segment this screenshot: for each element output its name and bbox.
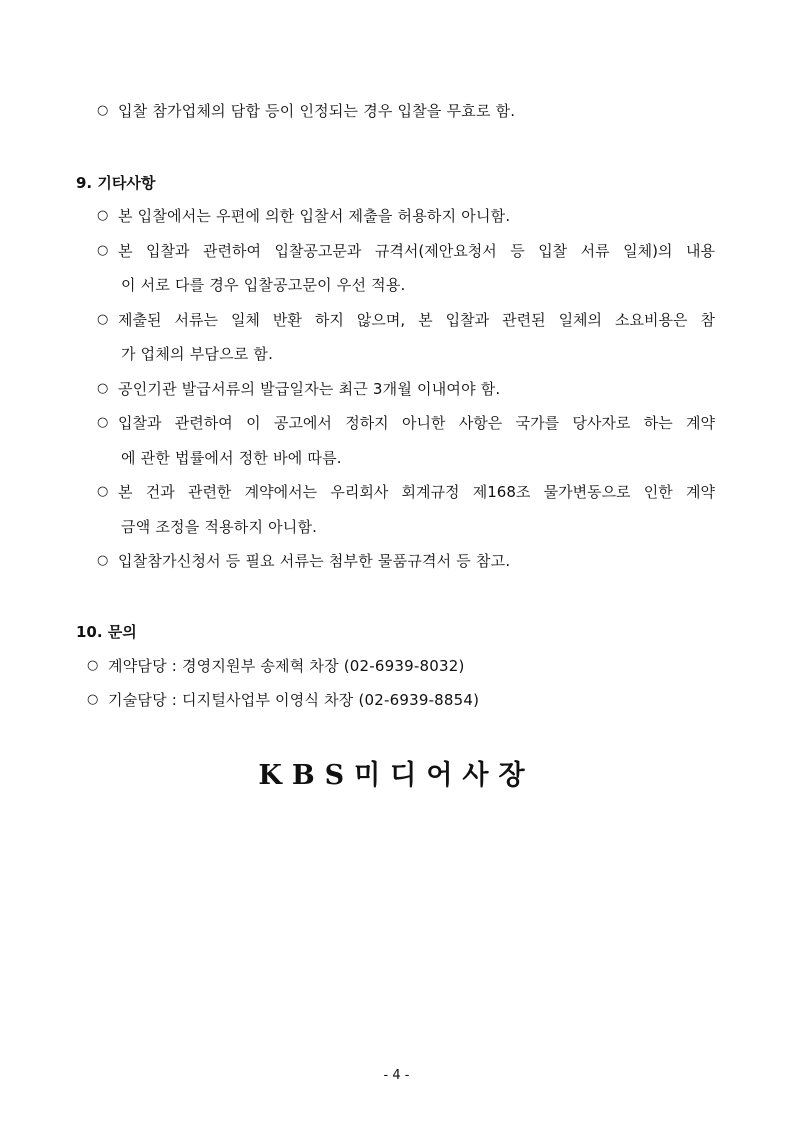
organization-signature: KBS미디어사장 [258, 760, 535, 791]
bullet-icon: ○ [97, 243, 109, 258]
technical-contact: 기술담당 : 디지털사업부 이영식 차장 (02-6939-8854) [108, 691, 480, 709]
list-item-line: 금액 조정을 적용하지 아니함. [121, 518, 318, 536]
bullet-icon: ○ [97, 553, 109, 568]
list-item-line: 본 건과 관련한 계약에서는 우리회사 회계규정 제168조 물가변동으로 인한 계약 [118, 483, 715, 501]
bid-invalid-clause: 입찰 참가업체의 담합 등이 인정되는 경우 입찰을 무효로 함. [118, 102, 516, 120]
bullet-icon: ○ [97, 381, 109, 396]
bullet-icon: ○ [87, 692, 99, 707]
section-10-heading: 10. 문의 [76, 623, 137, 641]
bullet-icon: ○ [97, 415, 109, 430]
bullet-icon: ○ [97, 103, 109, 118]
contract-contact: 계약담당 : 경영지원부 송제혁 차장 (02-6939-8032) [108, 657, 465, 675]
bullet-icon: ○ [97, 312, 109, 327]
list-item-line: 입찰과 관련하여 이 공고에서 정하지 아니한 사항은 국가를 당사자로 하는 계약 [118, 414, 715, 432]
list-item-line: 이 서로 다를 경우 입찰공고문이 우선 적용. [121, 276, 406, 294]
bullet-icon: ○ [97, 484, 109, 499]
list-item-line: 가 업체의 부담으로 함. [121, 345, 274, 363]
list-item-line: 제출된 서류는 일체 반환 하지 않으며, 본 입찰과 관련된 일체의 소요비용은 참 [118, 311, 715, 329]
list-item-line: 공인기관 발급서류의 발급일자는 최근 3개월 이내여야 함. [118, 380, 501, 398]
bullet-icon: ○ [87, 658, 99, 673]
list-item-line: 본 입찰에서는 우편에 의한 입찰서 제출을 허용하지 아니함. [118, 207, 511, 225]
list-item-line: 본 입찰과 관련하여 입찰공고문과 규격서(제안요청서 등 입찰 서류 일체)의 내용 [118, 242, 715, 260]
section-9-heading: 9. 기타사항 [76, 174, 156, 192]
bullet-icon: ○ [97, 208, 109, 223]
list-item-line: 에 관한 법률에서 정한 바에 따름. [121, 449, 342, 467]
page-number: - 4 - [383, 1068, 410, 1083]
list-item-line: 입찰참가신청서 등 필요 서류는 첨부한 물품규격서 등 참고. [118, 552, 511, 570]
